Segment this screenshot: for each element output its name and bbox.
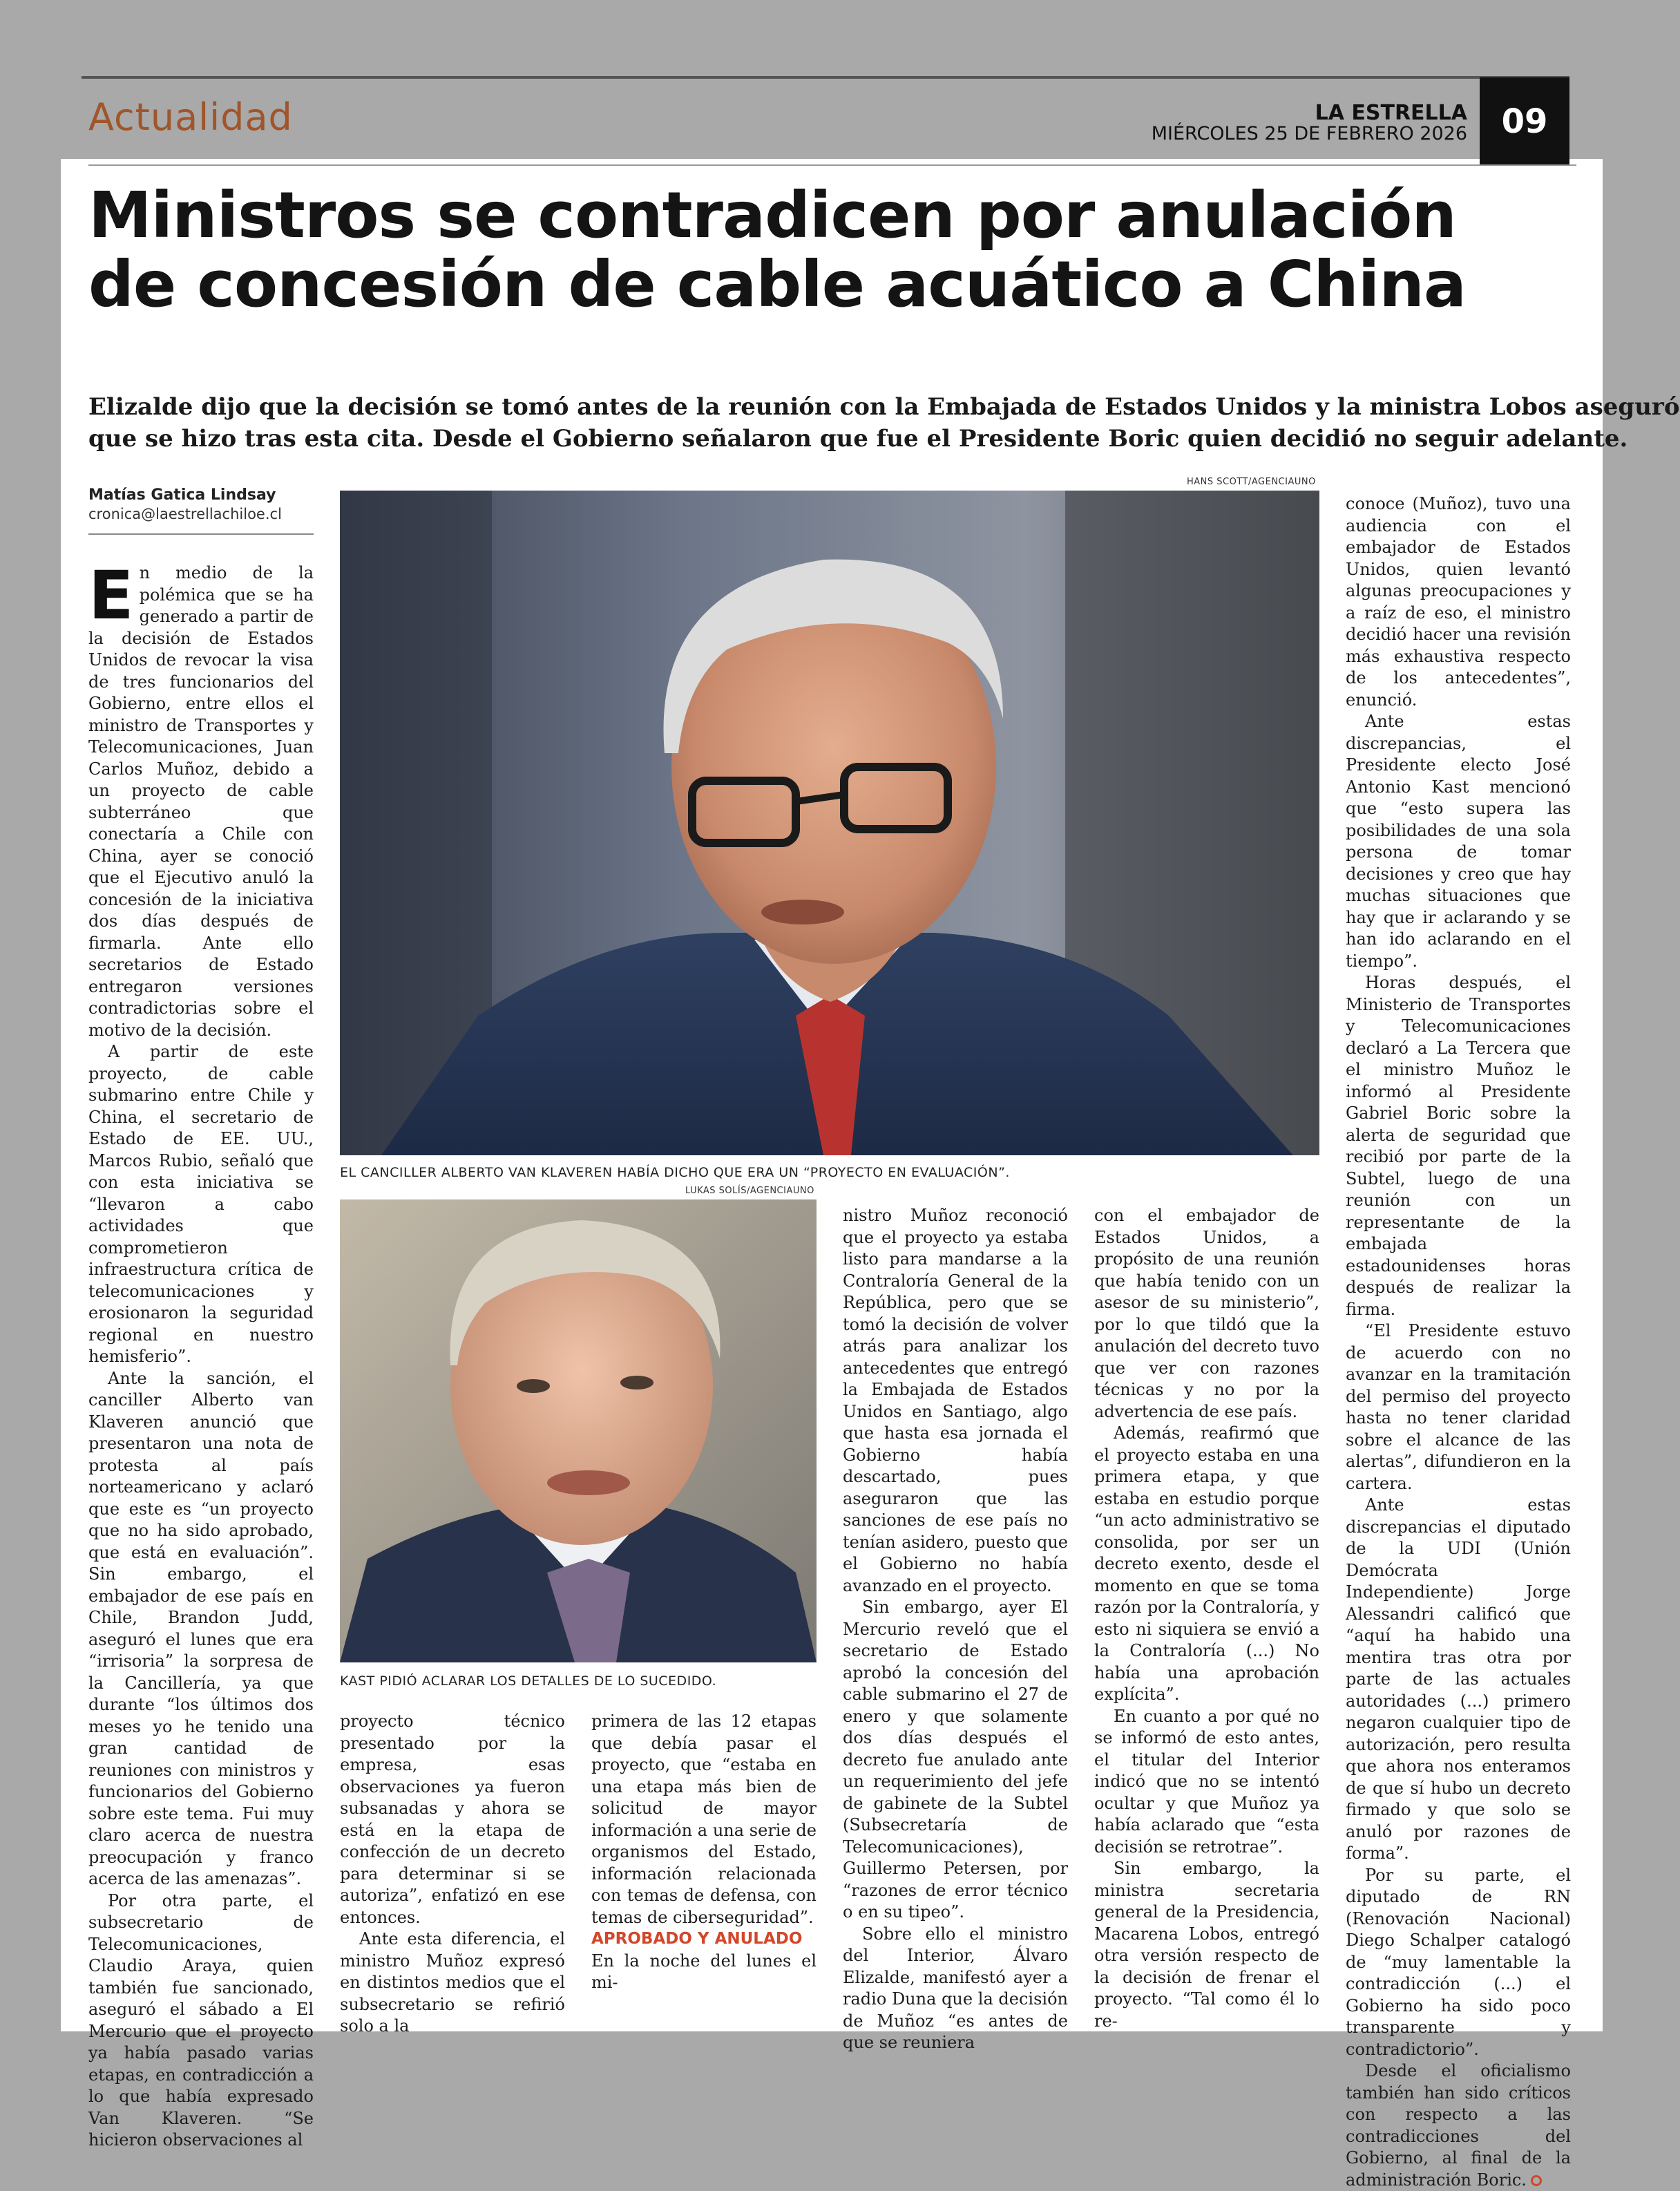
text-column-1	[88, 557, 314, 2150]
publication-date: MIÉRCOLES 25 DE FEBRERO 2026	[1151, 123, 1467, 144]
paragraph-text: n medio de la polémica que se ha generado a partir de la decisión de Estados Unidos de revocar la visa de tres funcionarios del Gobierno, entre ellos el ministro de Transportes y Telecomunicaciones, Juan Carlos Muñoz, debido a un proyecto de cable subterráneo que conectaría a Chile con China, ayer se conoció que el Ejecutivo anuló la concesión de la iniciativa dos días después de firmarla. Ante ello secretarios de Estado entregaron versiones contradictorias sobre el motivo de la decisión.	[88, 563, 314, 1040]
paragraph: primera de las 12 etapas que debía pasar el proyecto, que “estaba en una etapa más bien de solicitud de mayor información a una serie de organismos del Estado, información relacionada con temas de defensa, con temas de ciberseguridad”.	[591, 1711, 817, 1927]
section-label: Actualidad	[88, 95, 293, 139]
page-number: 09	[1480, 77, 1569, 166]
second-photo-caption: KAST PIDIÓ ACLARAR LOS DETALLES DE LO SUCEDIDO.	[340, 1673, 717, 1689]
text-column-5	[1094, 1205, 1319, 2031]
drop-cap: E	[88, 557, 134, 634]
paragraph: Ante estas discrepancias, el Presidente electo José Antonio Kast mencionó que “esto supera las posibilidades de una sola persona de tomar decisiones y creo que hay muchas situaciones que hay que ir aclarando y se han ido aclarando en el tiempo”.	[1346, 712, 1571, 971]
paragraph: Ante la sanción, el canciller Alberto van Klaveren anunció que presentaron una nota de protesta al país norteamericano y aclaró que este es “un proyecto que no ha sido aprobado, que está en evaluación”. Sin embargo, el embajador de ese país en Chile, Brandon Judd, aseguró el lunes que era “irrisoria” la sorpresa de la Cancillería, ya que durante “los últimos dos meses yo he tenido una gran cantidad de reuniones con ministros y funcionarios del Gobierno sobre este tema. Fui muy claro acerca de nuestra preocupación y franco acerca de las amenazas”.	[88, 1368, 314, 1888]
paragraph	[1346, 2060, 1571, 2191]
main-photo	[340, 491, 1319, 1155]
section-subtitle: APROBADO Y ANULADO	[591, 1930, 803, 1948]
second-photo	[340, 1199, 817, 1662]
paragraph: con el embajador de Estados Unidos, a propósito de una reunión que había tenido con un asesor de su ministerio”, por lo que tildó que la anulación del decreto tuvo que ver con razones técnicas y no por la advertencia de ese país.	[1094, 1206, 1319, 1421]
paragraph: nistro Muñoz reconoció que el proyecto ya estaba listo para mandarse a la Contraloría General de la República, pero que se tomó la decisión de volver atrás para analizar los antecedentes que entregó la Embajada de Estados Unidos en Santiago, algo que hasta esa jornada el Gobierno había descartado, pues aseguraron que las sanciones de ese país no tenían asidero, puesto que el Gobierno no había avanzado en el proyecto.	[843, 1206, 1068, 1595]
paragraph: Además, reafirmó que el proyecto estaba en una primera etapa, y que estaba en estudio porque “un acto administrativo se consolida, por ser un decreto exento, desde el momento en que se toma razón por la Contraloría, y esto ni siquiera se envió a la Contraloría (...) No había una aprobación explícita”.	[1094, 1423, 1319, 1704]
text-column-6	[1346, 493, 1571, 2190]
headline-line: de concesión de cable acuático a China	[88, 247, 1466, 321]
paragraph: Ante estas discrepancias el diputado de la UDI (Unión Demócrata Independiente) Jorge Alessandri calificó que “aquí ha habido una mentira tras otra por parte de las actuales autoridades (...) primero negaron cualquier tipo de autorización, pero resulta que ahora nos enteramos de que sí hubo un decreto firmado y que solo se anuló por razones de forma”.	[1346, 1495, 1571, 1863]
paper-name: LA ESTRELLA	[1315, 101, 1467, 125]
subhead-line: que se hizo tras esta cita. Desde el Gobierno señalaron que fue el Presidente Boric quien decidió no seguir adelante.	[88, 425, 1628, 453]
subhead-line: Elizalde dijo que la decisión se tomó antes de la reunión con la Embajada de Estados Unidos y la ministra Lobos aseguró	[88, 393, 1680, 421]
paragraph: Sobre ello el ministro del Interior, Álvaro Elizalde, manifestó ayer a radio Duna que la decisión de Muñoz “es antes de que se reuniera	[843, 1924, 1068, 2052]
paragraph: Ante esta diferencia, el ministro Muñoz expresó en distintos medios que el subsecretario se refirió solo a la	[340, 1929, 565, 2036]
paragraph: Sin embargo, la ministra secretaria general de la Presidencia, Macarena Lobos, entregó otra versión respecto de la decisión de frenar el proyecto. “Tal como él lo re-	[1094, 1859, 1319, 2031]
paragraph: proyecto técnico presentado por la empresa, esas observaciones ya fueron subsanadas y ahora se está en la etapa de confección de un decreto para determinar si se autoriza”, enfatizó en ese entonces.	[340, 1711, 565, 1927]
paragraph: conoce (Muñoz), tuvo una audiencia con el embajador de Estados Unidos, quien levantó algunas preocupaciones y a raíz de eso, el ministro decidió hacer una revisión más exhaustiva respecto de los antecedentes”, enunció.	[1346, 494, 1571, 710]
paragraph	[88, 557, 314, 1041]
author-name: Matías Gatica Lindsay	[88, 486, 276, 504]
headline	[88, 178, 1574, 321]
paragraph: Por su parte, el diputado de RN (Renovación Nacional) Diego Schalper catalogó de “muy lamentable la contradicción (...) el Gobierno ha sido poco transparente y contradictorio”.	[1346, 1865, 1571, 2059]
top-rule	[82, 76, 1569, 79]
header-divider	[88, 164, 1576, 166]
paragraph: “El Presidente estuvo de acuerdo con no avanzar en la tramitación del permiso del proyecto hasta no tener claridad sobre el alcance de las alertas”, difundieron en la cartera.	[1346, 1321, 1571, 1493]
paragraph: En la noche del lunes el mi-	[591, 1951, 817, 1992]
paragraph-text: Desde el oficialismo también han sido críticos con respecto a las contradicciones del Gobierno, al final de la administración Boric.	[1346, 2061, 1571, 2190]
paragraph: A partir de este proyecto, de cable submarino entre Chile y China, el secretario de Estado de EE. UU., Marcos Rubio, señaló que con esta iniciativa se “llevaron a cabo actividades que comprometieron infraestructura crítica de telecomunicaciones y erosionaron la seguridad regional en nuestro hemisferio”.	[88, 1042, 314, 1366]
end-of-article-icon	[1531, 2175, 1542, 2186]
text-column-4	[843, 1205, 1068, 2052]
paragraph: Por otra parte, el subsecretario de Telecomunicaciones, Claudio Araya, quien también fue sancionado, aseguró el sábado a El Mercurio que el proyecto ya había pasado varias etapas, en contradicción a lo que había expresado Van Klaveren. “Se hicieron observaciones al	[88, 1890, 314, 2150]
paragraph: Horas después, el Ministerio de Transportes y Telecomunicaciones declaró a La Tercera que el ministro Muñoz le informó al Presidente Gabriel Boric sobre la alerta de seguridad que recibió por parte de la Subtel, luego de una reunión con un representante de la embajada estadounidenses horas después de realizar la firma.	[1346, 973, 1571, 1319]
photo-credit: LUKAS SOLÍS/AGENCIAUNO	[685, 1186, 814, 1196]
author-email: cronica@laestrellachiloe.cl	[88, 506, 282, 522]
text-column-3	[591, 1711, 817, 2001]
author-divider	[88, 533, 314, 535]
paragraph: En cuanto a por qué no se informó de esto antes, el titular del Interior indicó que no se intentó ocultar y que Muñoz ya había aclarado que “esta decisión se retrotrae”.	[1094, 1706, 1319, 1857]
main-photo-caption: EL CANCILLER ALBERTO VAN KLAVEREN HABÍA DICHO QUE ERA UN “PROYECTO EN EVALUACIÓN”.	[340, 1165, 1010, 1180]
photo-credit: HANS SCOTT/AGENCIAUNO	[1187, 477, 1316, 487]
subheadline	[88, 391, 1680, 455]
headline-line: Ministros se contradicen por anulación	[88, 178, 1456, 252]
paragraph: Sin embargo, ayer El Mercurio reveló que el secretario de Estado aprobó la concesión del cable submarino el 27 de enero y que solamente dos días después el decreto fue anulado ante un requerimiento del jefe de gabinete de la Subtel (Subsecretaría de Telecomunicaciones), Guillermo Petersen, por “razones de error técnico o en su tipeo”.	[843, 1597, 1068, 1922]
text-column-2	[340, 1711, 565, 2036]
